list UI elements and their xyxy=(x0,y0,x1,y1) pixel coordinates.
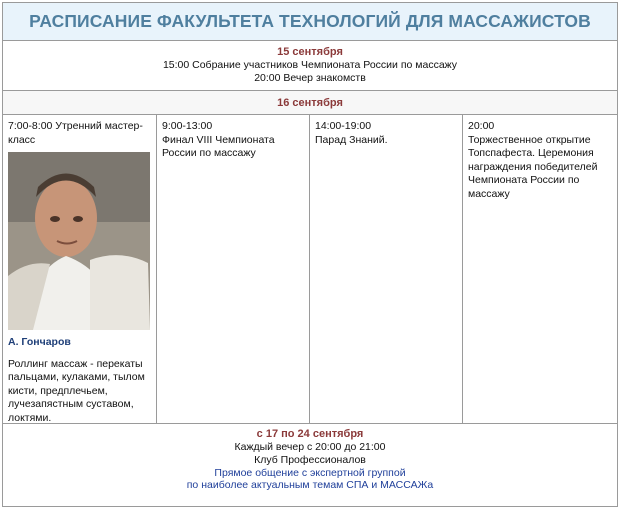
day-16-columns xyxy=(3,115,617,424)
week-row xyxy=(3,424,617,492)
date-15: 15 сентября xyxy=(277,46,343,58)
final-cell xyxy=(157,115,310,423)
masterclass-time-title: 7:00-8:00 Утренний мастер-класс xyxy=(8,120,143,146)
day-15-line-2: 20:00 Вечер знакомств xyxy=(254,72,366,84)
day-15-row xyxy=(3,41,617,91)
week-line-1: Каждый вечер с 20:00 до 21:00 xyxy=(234,441,386,453)
final-time: 9:00-13:00 xyxy=(162,120,213,132)
masterclass-cell xyxy=(3,115,157,423)
opening-text: Торжественное открытие Топспафеста. Церемония награждения победителей Чемпионата России по массажу xyxy=(468,133,598,200)
schedule-table xyxy=(2,2,618,507)
parade-cell xyxy=(310,115,463,423)
day-15-line-1: 15:00 Собрание участников Чемпионата России по массажу xyxy=(162,59,458,71)
speaker-photo xyxy=(8,152,150,330)
week-line-3: Прямое общение с экспертной группой xyxy=(214,466,406,479)
masterclass-description: Роллинг массаж - перекаты пальцами, кулаками, тылом кисти, предплечьем, лучезапястным суставом, локтями. xyxy=(8,357,145,424)
opening-time: 20:00 xyxy=(468,120,495,132)
week-date: с 17 по 24 сентября xyxy=(256,428,364,440)
opening-cell xyxy=(463,115,617,423)
title-row xyxy=(3,3,617,41)
parade-time: 14:00-19:00 xyxy=(315,120,372,132)
final-text: Финал VIII Чемпионата России по массажу xyxy=(162,133,275,159)
week-line-4: по наиболее актуальным темам СПА и МАССАЖа xyxy=(186,479,434,492)
date-16: 16 сентября xyxy=(277,97,343,109)
schedule-title: РАСПИСАНИЕ ФАКУЛЬТЕТА ТЕХНОЛОГИЙ ДЛЯ МАССАЖИСТОВ xyxy=(29,11,591,31)
parade-text: Парад Знаний. xyxy=(315,133,388,146)
week-line-2: Клуб Профессионалов xyxy=(254,453,366,466)
day-16-header xyxy=(3,91,617,115)
speaker-name: А. Гончаров xyxy=(8,336,71,348)
